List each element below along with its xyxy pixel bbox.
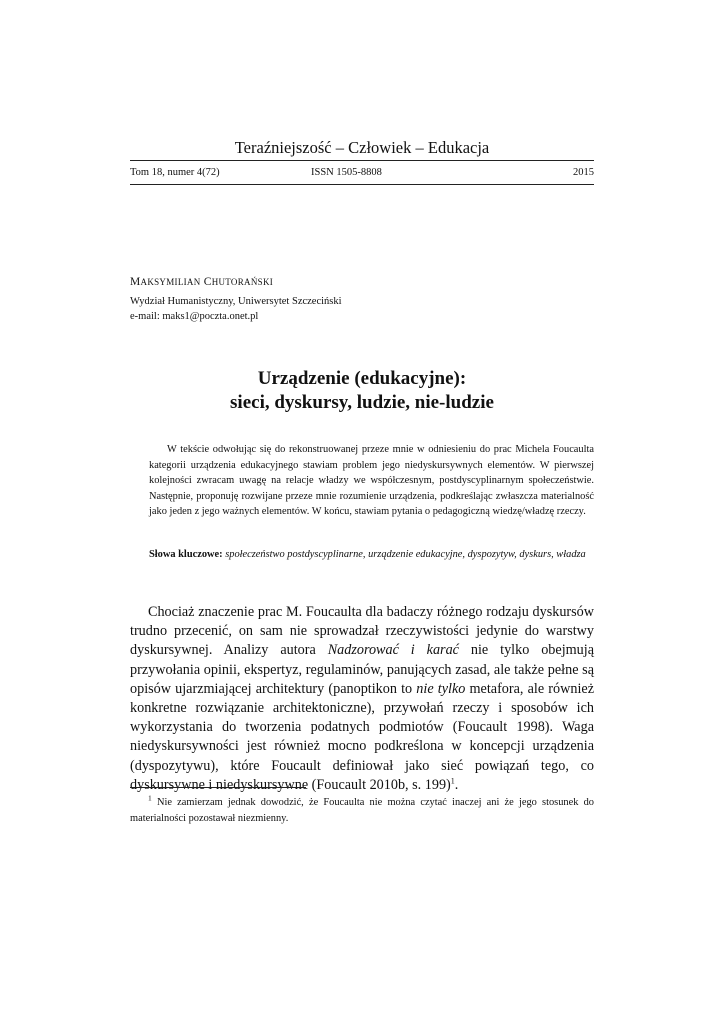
author-email: e-mail: maks1@poczta.onet.pl <box>130 310 259 322</box>
article-title <box>130 367 594 415</box>
author-affiliation-block <box>130 295 342 324</box>
abstract-text: W tekście odwołując się do rekonstruowanej przeze mnie w odniesieniu do prac Michela Foucaulta kategorii urządzenia edukacyjnego stawiam problem jego niedyskursywnych elementów. W pierwszej kolejności zwracam uwagę na relacje władzy we współczesnym, postdyscyplinarnym społeczeństwie. Następnie, proponuję rozwijane przeze mnie rozumienie urządzenia, podkreślając zwłaszcza materialność jako jeden z jego ważnych elementów. W końcu, stawiam pytania o pedagogiczną wiedzę/władzę rzeczy. <box>149 444 594 518</box>
footnote-text: Nie zamierzam jednak dowodzić, że Foucaulta nie można czytać inaczej ani że jego stosunek do materialności pozostawał niezmienny. <box>130 797 594 824</box>
body-text <box>130 603 594 795</box>
footnote-reference[interactable]: 1 <box>450 776 455 786</box>
body-text-run: nie tylko obejmują przywołania opinii, ekspertyz, regulaminów, panujących zasad, ale także pełne są opisów ujarzmiającej architektury (panoptikon to <box>130 642 595 697</box>
article-title-line1: Urządzenie (edukacyjne): <box>257 368 467 389</box>
author-first-rest: AKSYMILIAN <box>140 277 201 287</box>
footnote <box>130 795 594 826</box>
body-text-run: Chociaż znaczenie prac M. Foucaulta dla badaczy różnego rodzaju dyskursów trudno przecenić, on sam nie sprowadzał rzeczywistości jedynie do warstwy dyskursywnej. Analizy autora <box>130 604 594 659</box>
footnote-separator <box>130 787 306 788</box>
header-rule-top <box>130 160 594 161</box>
abstract <box>149 442 594 520</box>
footnote-text-block <box>130 795 594 826</box>
keywords-list: społeczeństwo postdyscyplinarne, urządzenie edukacyjne, dyspozytyw, dyskurs, władza <box>225 549 586 560</box>
article-title-line2: sieci, dyskursy, ludzie, nie-ludzie <box>230 392 494 413</box>
body-text-run: . <box>454 776 459 793</box>
author-last-rest: HUTORAŃSKI <box>211 277 274 287</box>
body-paragraph <box>130 603 594 795</box>
journal-title: Teraźniejszość – Człowiek – Edukacja <box>234 138 490 157</box>
publication-year: 2015 <box>573 167 594 178</box>
author-name <box>130 276 273 288</box>
footnote-number: 1 <box>148 793 152 803</box>
header-rule-bottom <box>130 184 594 185</box>
issn: ISSN 1505-8808 <box>311 167 382 178</box>
keywords <box>149 549 594 560</box>
author-last-initial: C <box>203 276 212 288</box>
body-text-run: metafora, ale również konkretne rozwiązanie architektoniczne), przywołań rzeczy i sposobów ich wykorzystania do tworzenia podatnych podmiotów (Foucault 1998). Waga niedyskursywności jest również mocno podkreślona w koncepcji urządzenia (dyspozytywu), które Foucault definiował jako sieć powiązań tego, co dyskursywne i niedyskursywne (Foucault 2010b, s. 199) <box>130 680 595 793</box>
author-affiliation: Wydział Humanistyczny, Uniwersytet Szczeciński <box>130 296 342 307</box>
body-italic-emphasis: nie tylko <box>416 680 466 697</box>
body-italic-title: Nadzorować i karać <box>327 642 459 659</box>
issue-number: Tom 18, numer 4(72) <box>130 167 220 178</box>
keywords-label: Słowa kluczowe: <box>149 549 223 560</box>
author-first-initial: M <box>130 276 141 288</box>
